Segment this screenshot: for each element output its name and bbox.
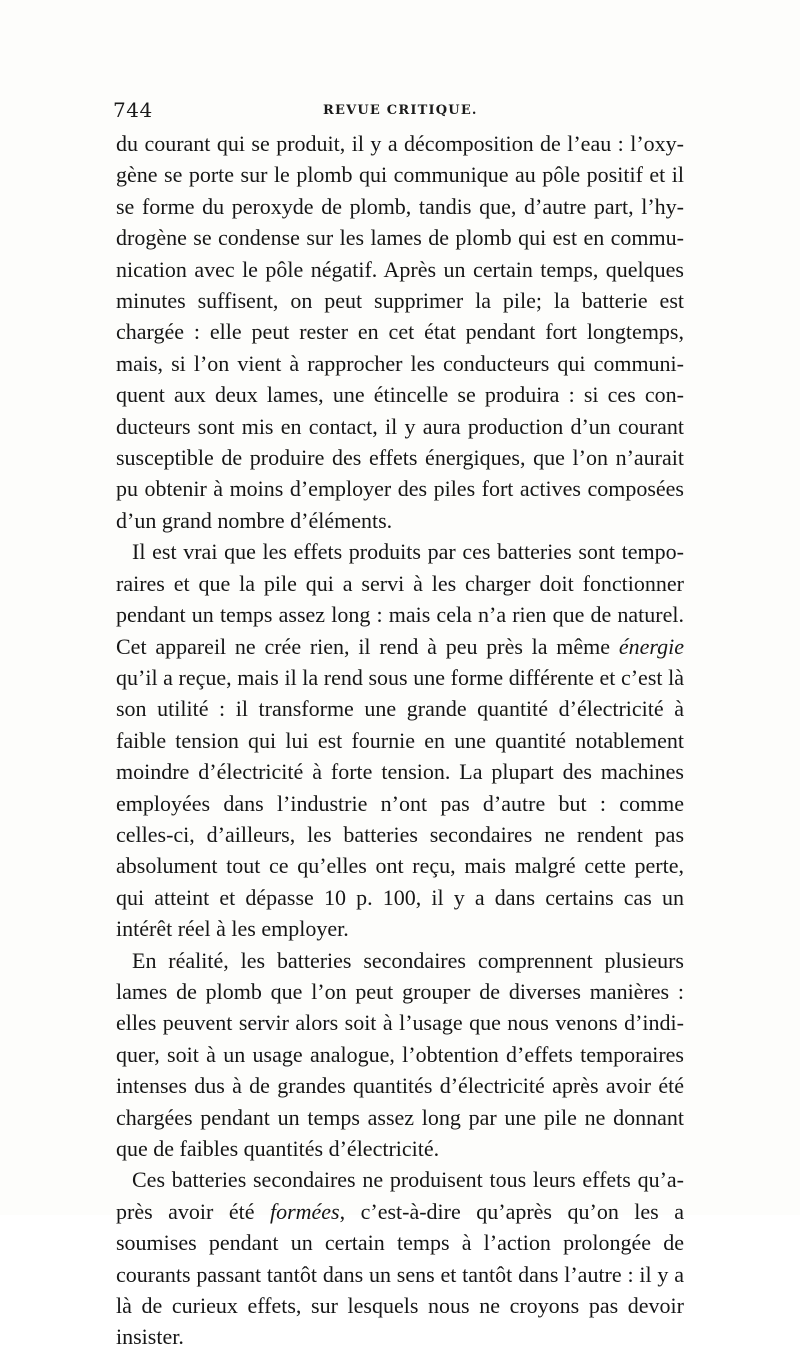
- italic-term-energie: énergie: [618, 633, 684, 659]
- text-segment: Ces batteries secondaires ne produisent tous leurs effets qu’après avoir été: [116, 1167, 684, 1224]
- text-segment: qu’il a reçue, mais il la rend sous une forme différente et c’est là son utilité : il transforme une grande quantité d’électricité à faible tension qui lui est fournie en une quantité notablement moindre d’électricité à forte tension. La plupart des machines employées dans l’industrie n’ont pas d’autre but : comme celles-ci, d’ailleurs, les batteries secondaires ne rendent pas absolument tout ce qu’elles ont reçu, mais malgré cette perte, qui atteint et dépasse 10 p. 100, il y a dans certains cas un intérêt réel à les employer.: [116, 664, 684, 942]
- paragraph-1: [116, 128, 684, 536]
- paragraph-3: [116, 945, 684, 1165]
- paragraph-2: [116, 536, 684, 944]
- paragraph-4: [116, 1164, 684, 1352]
- page-number: 744: [113, 98, 153, 122]
- running-head: REVUE CRITIQUE.: [323, 103, 478, 118]
- text-segment: , c’est-à-dire qu’après qu’on les a soumises pendant un certain temps à l’action prolongée de courants passant tantôt dans un sens et tantôt dans l’autre : il y a là de curieux effets, sur lesquels nous ne croyons pas devoir insister.: [116, 1198, 684, 1350]
- text-segment: Il est vrai que les effets produits par ces batteries sont temporaires et que la pile qui a servi à les charger doit fonctionner pendant un temps assez long : mais cela n’a rien que de naturel. Cet appareil ne crée rien, il rend à peu près la même: [116, 539, 684, 659]
- italic-term-formees: formées: [269, 1198, 340, 1224]
- text-segment: du courant qui se produit, il y a décomposition de l’eau : l’oxygène se porte sur le plomb qui communique au pôle positif et il se forme du peroxyde de plomb, tandis que, d’autre part, l’hydrogène se condense sur les lames de plomb qui est en communication avec le pôle négatif. Après un certain temps, quelques minutes suffisent, on peut supprimer la pile; la batterie est chargée : elle peut rester en cet état pendant fort longtemps, mais, si l’on vient à rapprocher les conducteurs qui communiquent aux deux lames, une étincelle se produira : si ces conducteurs sont mis en contact, il y aura production d’un courant susceptible de produire des effets énergiques, que l’on n’aurait pu obtenir à moins d’employer des piles fort actives composées d’un grand nombre d’éléments.: [116, 131, 684, 533]
- text-segment: En réalité, les batteries secondaires comprennent plusieurs lames de plomb que l’on peut grouper de diverses manières : elles peuvent servir alors soit à l’usage que nous venons d’indiquer, soit à un usage analogue, l’obtention d’effets temporaires intenses dus à de grandes quantités d’électricité après avoir été chargées pendant un temps assez long par une pile ne donnant que de faibles quantités d’électricité.: [116, 947, 684, 1161]
- page-header: [110, 98, 686, 122]
- body-text: [116, 128, 684, 1353]
